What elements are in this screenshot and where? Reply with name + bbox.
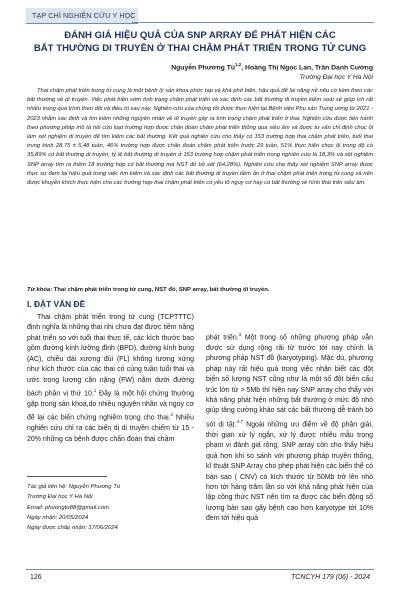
received-date: Ngày nhận: 20/05/2024 — [27, 514, 89, 521]
citation-1: 1 — [93, 388, 97, 394]
abstract-text: Thai chậm phát triển trong tử cung là một bệnh lý sản khoa phức tạp và khá phổ biến, hậu quả để lại nặng nề nếu có kèm theo các bất thường về di truyền. Việc phát hiện sớm tình trạng chậm phát triển và xác định các bất thường di truyền kiểm soát sẽ giúp ích rất nhiều trong quá trình theo dõi và điều trị sau này. Nghiên cứu của chúng tôi được thực hiện tại Bệnh viện Phụ sản Trung ương từ 2021 - 2023 nhằm xác định và tìm kiếm những nguyên nhân về di truyền gây ra tình trạng chậm phát triển ở thai. Nghiên cứu được tiến hành theo phương pháp mô tả hồi cứu loạt trường hợp được chẩn đoán chậm phát triển thông qua siêu âm và được tư vấn chỉ định chọc ối làm xét nghiệm di truyền để tìm kiếm các bất thường. Kết quả nghiên cứu cho thấy có 153 trường hợp thai chậm phát triển, tuổi thai trung bình 28,75 ± 5,48 tuần, 46% trường hợp được chẩn đoán chậm phát triển trước 29 tuần, 51% thực hiện chọc ối trong độ có 35,89% có bất thường di truyền, tỷ lệ bất thường di truyền ở 153 trường hợp chậm phát triển trong nghiên cứu là 18,3% và xét nghiệm SNP array tìm ra thêm 18 trường hợp có bất thường mà NST đồ bỏ sót (64,28%). Nghiên cứu cho thấy xét nghiệm SNP array được thực sự đem lại hiệu quả trong việc tìm kiếm và xác định các bất thường di truyền tiềm ẩn ở thai chậm phát triển trong tử cung và nên được khuyến khích thực hiện cho các trường hợp thai chậm phát triển có yếu tố nguy cơ hay có bất thường về hình thái trên siêu âm. — [27, 88, 373, 187]
page-number: 126 — [30, 574, 42, 581]
right-text-2: Một trong số những phương pháp vẫn được sử dụng rộng rãi từ trước tới nay chính là phương pháp NST đồ (karyotyping). Mặc dù, phương pháp này rất hiệu quả trong việc nhận biết các đột biến số lượng NST cũng như là một số đột biến cấu trúc lớn từ > 5Mb thì hiện nay SNP array cho thấy với khả năng phát hiện những bất thường ở mức độ nhỏ giúp tăng cường khảo sát các bất thường dễ tránh bỏ sót dị tật. — [206, 334, 373, 429]
article-title-line-1: ĐÁNH GIÁ HIỆU QUẢ CỦA SNP ARRAY ĐỂ PHÁT HIỆN CÁC — [64, 30, 336, 41]
article-title-line-2: BẤT THƯỜNG DI TRUYỀN Ở THAI CHẬM PHÁT TRIỂN TRONG TỬ CUNG — [33, 43, 367, 54]
keywords-text: Thai chậm phát triển trong tử cung, NST đồ, SNP array, bất thường di truyền. — [52, 287, 270, 293]
body-column-left — [27, 313, 194, 445]
citation-3: 3 — [238, 332, 242, 337]
intro-text-2: Đây là một hội chứng thường gặp trong sản khoa,do nhiều nguyên nhân và nguy cơ để lại các biến chứng nghiêm trọng cho thai. — [27, 390, 194, 422]
body-column-right — [206, 330, 373, 525]
intro-text-1: Thai chậm phát triển trong tử cung (TCPTTTC) định nghĩa là những thai nhi chưa đạt được tiềm năng phát triển so với tuổi thai thực tế, các kích thước bao gồm đường kính lưỡng đỉnh (BPD), đường kính bụng (AC), chiều dài xương đùi (FL) không tương xứng như kích thước của các thai có cùng tuần tuổi thai và ước trọng lượng cân nặng (FW) nằm dưới đường bách phân vị thứ 10. — [27, 314, 194, 398]
corresponding-affiliation: Trường Đại học Y Hà Nội — [27, 494, 93, 501]
corresponding-email: Email: phuongtu88@gmail.com — [27, 504, 109, 511]
right-text-3: Ngoài những ưu điểm về độ phân giải, thời gian xử lý ngắn, xử lý được nhiều mẫu trong phạm vi đánh giá rộng, SNP array còn cho thấy hiệu quả hơn khi so sánh với phương pháp truyền thống, kĩ thuật SNP Array cho phép phát hiện các biến thể có bản sao ( CNV) có kích thước từ 50Mb trở lên nhỏ hơn tới hàng trăm lần so với khả năng phát hiện của lập công thức NST nên tìm ra được các biến động số lượng bản sao gây bệnh cao hơn karyotype tới 10% đem tới hiệu quả — [206, 421, 373, 523]
author-affiliation-mark: 1,2 — [235, 62, 242, 67]
contact-divider — [27, 476, 107, 477]
section-heading: I. ĐẶT VẤN ĐỀ — [27, 299, 86, 309]
header-rule — [132, 22, 374, 23]
corresponding-author-box — [27, 482, 194, 533]
continued-paragraph — [206, 330, 373, 525]
journal-name-tab: TẠP CHÍ NGHIÊN CỨU Y HỌC — [26, 8, 138, 24]
journal-issue: TCNCYH 179 (06) - 2024 — [291, 574, 370, 581]
co-authors: , Hoàng Thị Ngọc Lan, Trần Danh Cường — [241, 64, 373, 72]
citation-2: 2 — [170, 412, 174, 418]
citation-4-7: 4-7 — [236, 418, 244, 424]
right-text-1: phát triển. — [206, 334, 239, 342]
keywords-label: Từ khóa: — [27, 287, 53, 293]
abstract — [27, 87, 373, 188]
author-affiliation: Trường Đại học Y Hà Nội — [299, 74, 373, 81]
footer-rule — [26, 569, 374, 570]
intro-text-3: Nhiều nghiên cứu chỉ ra các biến dị di truyền chiếm từ 15 - 20% những ca bệnh được chẩn đoán thai chậm — [27, 414, 194, 443]
article-title — [20, 29, 380, 55]
first-author: Nguyễn Phương Tú — [171, 64, 235, 72]
accepted-date: Ngày được chấp nhận: 17/06/2024 — [27, 525, 118, 532]
intro-paragraph — [27, 313, 194, 445]
author-list — [171, 62, 373, 71]
corresponding-author: Tác giả liên hệ: Nguyễn Phương Tú — [27, 484, 121, 490]
keywords — [27, 286, 373, 294]
